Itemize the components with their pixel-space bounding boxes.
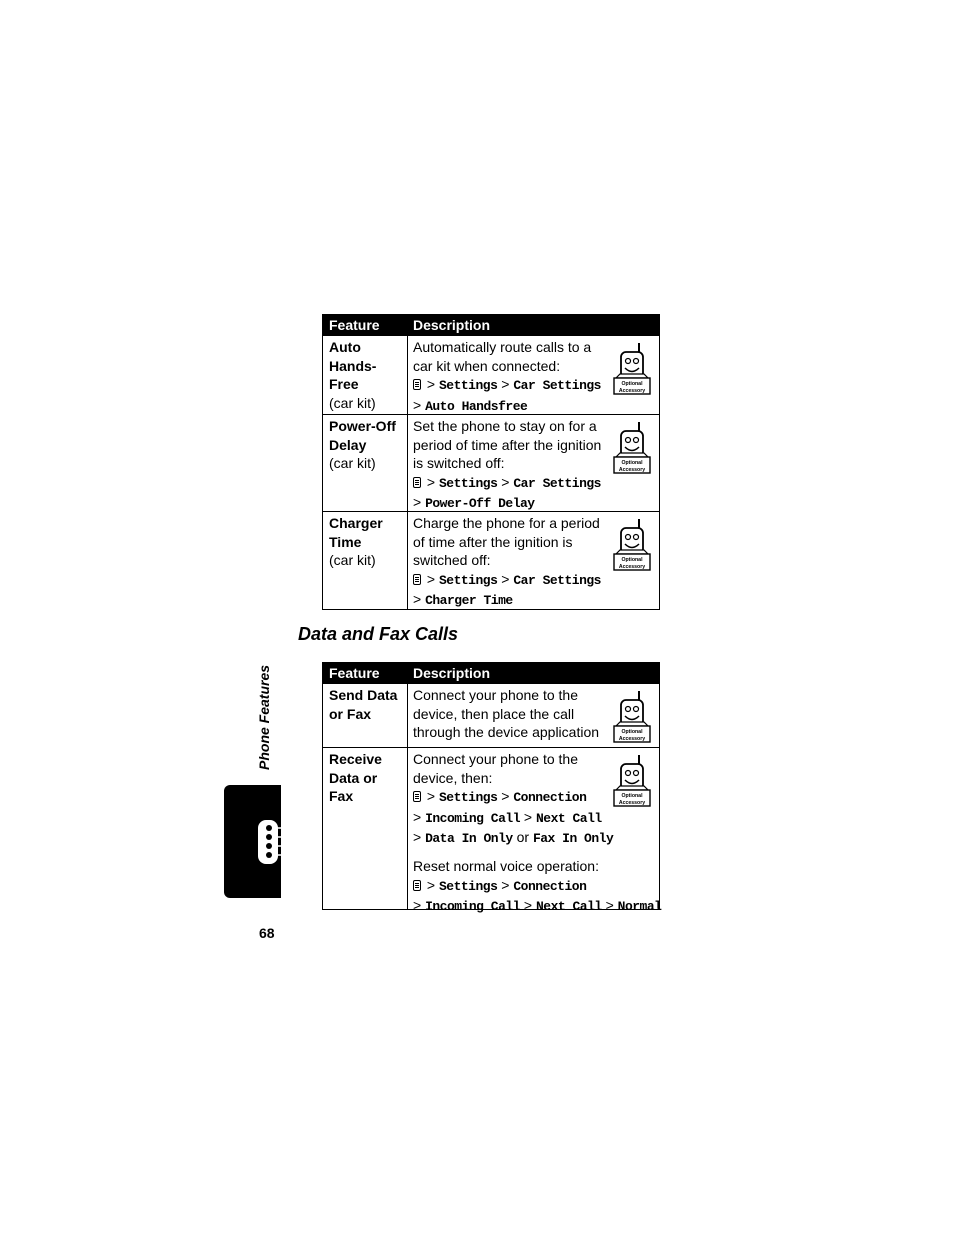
optional-accessory-icon — [613, 690, 651, 744]
path-separator: > — [413, 591, 422, 608]
description-cell — [408, 512, 659, 609]
icon-label-1: Optional — [621, 729, 643, 735]
description-cell — [408, 336, 659, 414]
path-separator: > — [413, 829, 422, 846]
header-feature: Feature — [329, 665, 380, 681]
path-item: Settings — [438, 475, 498, 491]
data-fax-feature-table — [322, 662, 662, 915]
description-text: Set the phone to stay on for a period of time after the ignition is switched off: — [413, 418, 602, 472]
path-separator: > — [501, 376, 510, 393]
path-item: Next Call — [535, 810, 602, 826]
path-item: Power-Off Delay — [425, 496, 535, 512]
path-item: Settings — [438, 572, 498, 588]
table-row — [323, 683, 659, 747]
feature-cell — [323, 336, 408, 414]
path-item: Incoming Call — [425, 899, 520, 915]
description-text: Connect your phone to the device, then: — [413, 751, 579, 786]
path-separator: > — [426, 376, 436, 393]
feature-note: (car kit) — [329, 552, 376, 569]
menu-key-icon — [413, 880, 421, 891]
optional-accessory-icon — [613, 342, 651, 396]
optional-accessory-icon — [613, 754, 651, 808]
path-separator: > — [426, 473, 436, 490]
icon-label-2: Accessory — [618, 736, 646, 742]
description-cell — [408, 415, 659, 511]
path-separator: > — [501, 788, 510, 805]
path-item: Charger Time — [425, 593, 513, 609]
path-item: Next Call — [535, 899, 602, 915]
description-text: Connect your phone to the device, then place the call through the device application — [413, 687, 600, 741]
path-item: Connection — [513, 790, 587, 806]
path-separator: > — [413, 808, 422, 825]
path-separator: > — [523, 808, 533, 825]
feature-cell — [323, 512, 408, 609]
path-separator: > — [501, 473, 510, 490]
path-separator: > — [413, 396, 422, 413]
feature-name: Auto Hands-Free — [329, 339, 377, 393]
path-separator: > — [605, 897, 614, 914]
menu-path — [413, 396, 655, 417]
path-item: Settings — [438, 790, 498, 806]
optional-accessory-icon — [613, 421, 651, 475]
description-text: Automatically route calls to a car kit when connected: — [413, 339, 592, 374]
path-item: Settings — [438, 378, 498, 394]
path-connector: or — [516, 829, 530, 846]
icon-label-2: Accessory — [618, 388, 646, 394]
path-item: Auto Handsfree — [425, 398, 528, 414]
path-separator: > — [413, 494, 422, 511]
page-number: 68 — [259, 925, 275, 941]
feature-name: Send Data or Fax — [329, 687, 398, 722]
description-text: Charge the phone for a period of time after the ignition is switched off: — [413, 515, 600, 569]
menu-key-icon — [413, 379, 421, 390]
path-item: Car Settings — [513, 378, 601, 394]
table-row — [323, 747, 662, 915]
menu-key-icon — [413, 574, 421, 585]
feature-name: Power-Off Delay — [329, 418, 396, 453]
path-item: Connection — [513, 878, 587, 894]
menu-key-icon — [413, 791, 421, 802]
menu-path — [413, 876, 655, 897]
menu-path — [413, 828, 655, 849]
header-description: Description — [413, 317, 491, 333]
description-cell — [408, 684, 659, 747]
menu-path — [413, 590, 655, 611]
menu-key-icon — [413, 477, 421, 488]
feature-note: (car kit) — [329, 455, 376, 472]
section-title: Data and Fax Calls — [298, 624, 459, 644]
header-description: Description — [413, 665, 491, 681]
path-separator: > — [501, 570, 510, 587]
table-header — [323, 663, 659, 683]
table-header — [323, 315, 659, 335]
feature-cell — [323, 684, 408, 747]
path-item: Incoming Call — [425, 810, 520, 826]
path-separator: > — [426, 788, 436, 805]
path-separator: > — [426, 570, 436, 587]
header-feature: Feature — [329, 317, 380, 333]
path-item: Car Settings — [513, 572, 601, 588]
icon-label-2: Accessory — [618, 467, 646, 473]
menu-path — [413, 808, 655, 829]
car-kit-feature-table — [322, 314, 660, 610]
icon-label-2: Accessory — [618, 800, 646, 806]
table-row — [323, 335, 659, 414]
icon-label-1: Optional — [621, 460, 643, 466]
path-item: Fax In Only — [532, 831, 614, 847]
description-cell — [408, 748, 662, 915]
feature-list-icon — [258, 820, 302, 864]
table-row — [323, 511, 659, 609]
path-item: Car Settings — [513, 475, 601, 491]
menu-path — [413, 473, 655, 494]
path-separator: > — [501, 876, 510, 893]
side-section-label: Phone Features — [256, 664, 272, 770]
icon-label-1: Optional — [621, 381, 643, 387]
path-item: Normal — [617, 899, 662, 915]
path-item: Settings — [438, 878, 498, 894]
table-row — [323, 414, 659, 511]
path-separator: > — [413, 897, 422, 914]
menu-path — [413, 570, 655, 591]
icon-label-1: Optional — [621, 557, 643, 563]
feature-cell — [323, 748, 408, 909]
path-item: Data In Only — [425, 831, 513, 847]
path-separator: > — [426, 876, 436, 893]
icon-label-1: Optional — [621, 793, 643, 799]
menu-path — [413, 896, 662, 917]
feature-name: Receive Data or Fax — [329, 751, 382, 805]
feature-cell — [323, 415, 408, 511]
menu-path — [413, 493, 655, 514]
reset-text: Reset normal voice operation: — [413, 857, 599, 874]
feature-name: Charger Time — [329, 515, 383, 550]
optional-accessory-icon — [613, 518, 651, 572]
icon-label-2: Accessory — [618, 564, 646, 570]
feature-note: (car kit) — [329, 394, 376, 411]
path-separator: > — [523, 897, 533, 914]
